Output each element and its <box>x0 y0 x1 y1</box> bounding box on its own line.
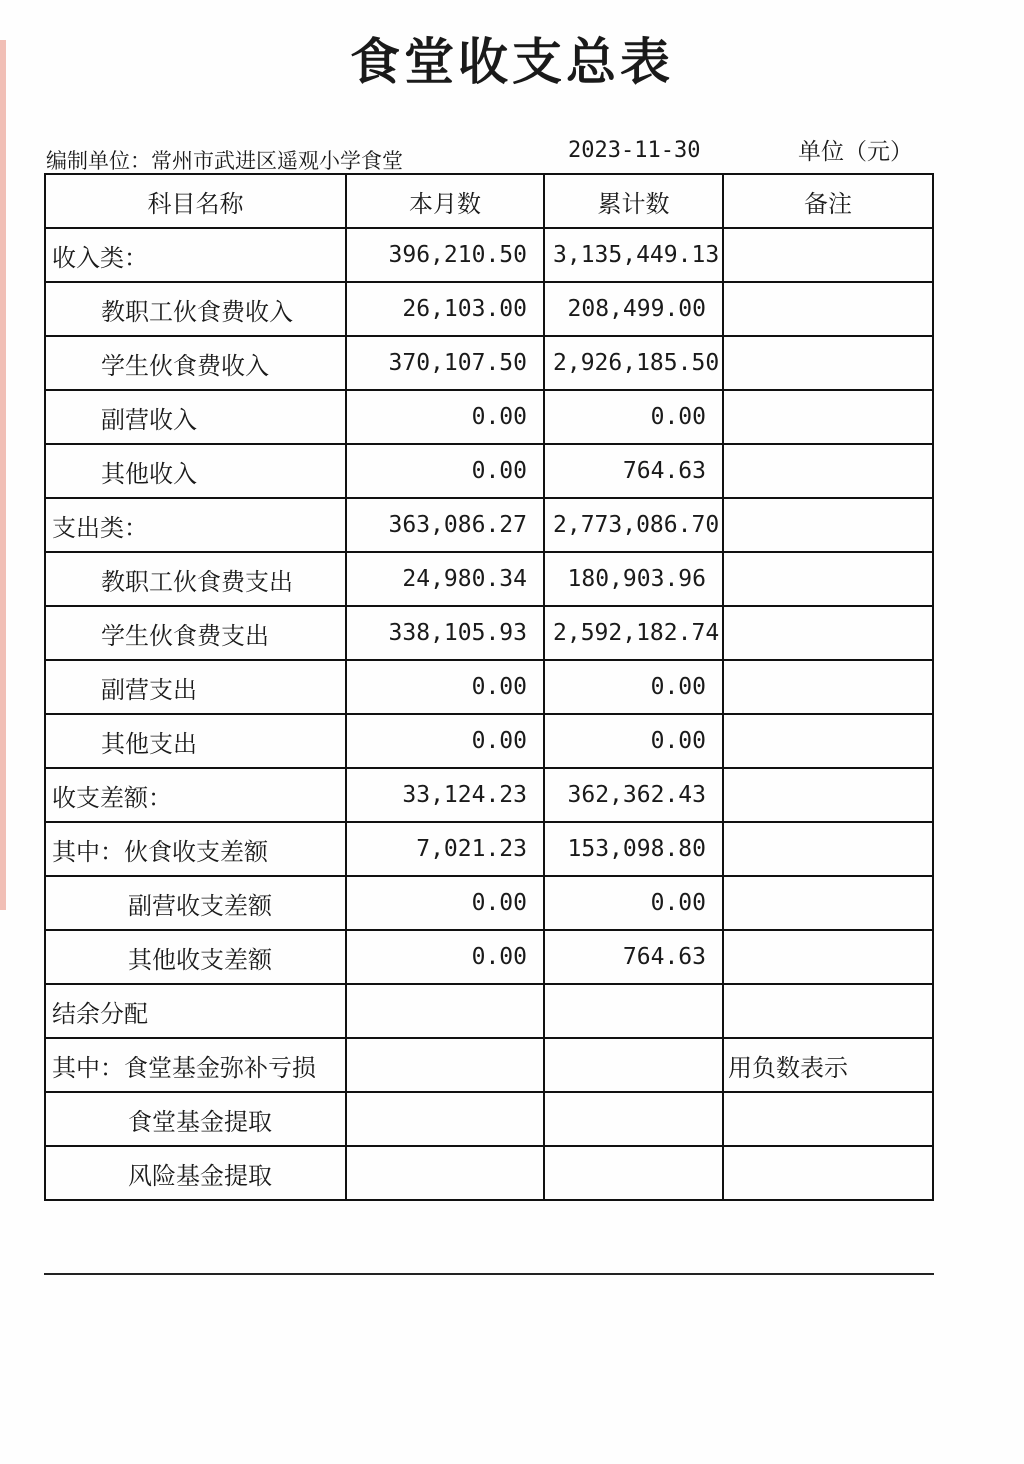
row-month-value <box>346 1038 544 1092</box>
row-item-name: 其他收支差额 <box>45 930 346 984</box>
row-cumulative-value: 2,592,182.74 <box>544 606 723 660</box>
row-month-value: 0.00 <box>346 660 544 714</box>
row-item-name: 教职工伙食费收入 <box>45 282 346 336</box>
row-note <box>723 930 933 984</box>
row-note <box>723 390 933 444</box>
table-row <box>45 390 933 444</box>
row-month-value <box>346 1146 544 1200</box>
row-cumulative-value: 0.00 <box>544 390 723 444</box>
table-row <box>45 822 933 876</box>
table-row <box>45 1092 933 1146</box>
row-item-name: 学生伙食费支出 <box>45 606 346 660</box>
table-row <box>45 1038 933 1092</box>
row-item-name: 收入类： <box>45 228 346 282</box>
row-month-value: 0.00 <box>346 390 544 444</box>
row-item-name: 副营支出 <box>45 660 346 714</box>
row-month-value: 0.00 <box>346 714 544 768</box>
row-note <box>723 1146 933 1200</box>
row-cumulative-value <box>544 1092 723 1146</box>
table-row <box>45 768 933 822</box>
table-row <box>45 1146 933 1200</box>
row-cumulative-value: 208,499.00 <box>544 282 723 336</box>
table-row <box>45 282 933 336</box>
row-month-value: 370,107.50 <box>346 336 544 390</box>
table-row <box>45 876 933 930</box>
row-cumulative-value: 0.00 <box>544 714 723 768</box>
header-row <box>45 174 933 228</box>
row-cumulative-value <box>544 984 723 1038</box>
row-note <box>723 552 933 606</box>
row-note <box>723 606 933 660</box>
row-item-name: 副营收支差额 <box>45 876 346 930</box>
row-item-name: 结余分配 <box>45 984 346 1038</box>
row-month-value: 7,021.23 <box>346 822 544 876</box>
row-cumulative-value: 764.63 <box>544 444 723 498</box>
row-item-name: 其中：伙食收支差额 <box>45 822 346 876</box>
table-row <box>45 336 933 390</box>
row-note <box>723 498 933 552</box>
row-note <box>723 336 933 390</box>
row-item-name: 学生伙食费收入 <box>45 336 346 390</box>
table-row <box>45 498 933 552</box>
row-item-name: 支出类： <box>45 498 346 552</box>
column-header-item-name: 科目名称 <box>45 174 346 228</box>
row-month-value: 26,103.00 <box>346 282 544 336</box>
row-month-value <box>346 1092 544 1146</box>
row-cumulative-value: 0.00 <box>544 876 723 930</box>
row-item-name: 食堂基金提取 <box>45 1092 346 1146</box>
bottom-divider <box>44 1273 934 1275</box>
column-header-note: 备注 <box>723 174 933 228</box>
row-month-value <box>346 984 544 1038</box>
row-cumulative-value: 764.63 <box>544 930 723 984</box>
row-note <box>723 714 933 768</box>
row-note <box>723 444 933 498</box>
table-row <box>45 552 933 606</box>
row-note <box>723 876 933 930</box>
row-cumulative-value <box>544 1146 723 1200</box>
row-cumulative-value: 2,926,185.50 <box>544 336 723 390</box>
row-note <box>723 768 933 822</box>
row-month-value: 0.00 <box>346 876 544 930</box>
table-row <box>45 714 933 768</box>
row-cumulative-value: 3,135,449.13 <box>544 228 723 282</box>
row-item-name: 收支差额： <box>45 768 346 822</box>
row-note <box>723 660 933 714</box>
table-header <box>45 174 933 228</box>
income-expense-table <box>44 173 934 1201</box>
report-date: 2023-11-30 <box>568 138 701 163</box>
row-cumulative-value: 153,098.80 <box>544 822 723 876</box>
page-title: 食堂收支总表 <box>350 32 674 91</box>
row-note <box>723 822 933 876</box>
row-month-value: 33,124.23 <box>346 768 544 822</box>
table-body <box>45 228 933 1200</box>
paper-edge-mark <box>0 40 6 910</box>
row-item-name: 其中：食堂基金弥补亏损 <box>45 1038 346 1092</box>
row-cumulative-value: 180,903.96 <box>544 552 723 606</box>
row-month-value: 0.00 <box>346 444 544 498</box>
row-month-value: 24,980.34 <box>346 552 544 606</box>
row-cumulative-value <box>544 1038 723 1092</box>
row-month-value: 0.00 <box>346 930 544 984</box>
currency-unit-label: 单位（元） <box>798 139 913 165</box>
row-month-value: 396,210.50 <box>346 228 544 282</box>
row-note <box>723 228 933 282</box>
row-cumulative-value: 2,773,086.70 <box>544 498 723 552</box>
row-note <box>723 1092 933 1146</box>
row-item-name: 其他收入 <box>45 444 346 498</box>
row-month-value: 363,086.27 <box>346 498 544 552</box>
column-header-cumulative: 累计数 <box>544 174 723 228</box>
row-item-name: 其他支出 <box>45 714 346 768</box>
row-item-name: 风险基金提取 <box>45 1146 346 1200</box>
organization-label: 编制单位：常州市武进区遥观小学食堂 <box>46 149 403 173</box>
row-month-value: 338,105.93 <box>346 606 544 660</box>
table-row <box>45 660 933 714</box>
row-note <box>723 984 933 1038</box>
row-cumulative-value: 0.00 <box>544 660 723 714</box>
row-item-name: 教职工伙食费支出 <box>45 552 346 606</box>
table-row <box>45 606 933 660</box>
table-row <box>45 444 933 498</box>
row-note <box>723 282 933 336</box>
table-row <box>45 228 933 282</box>
column-header-month: 本月数 <box>346 174 544 228</box>
table-row <box>45 984 933 1038</box>
table-row <box>45 930 933 984</box>
row-cumulative-value: 362,362.43 <box>544 768 723 822</box>
row-note: 用负数表示 <box>723 1038 933 1092</box>
row-item-name: 副营收入 <box>45 390 346 444</box>
